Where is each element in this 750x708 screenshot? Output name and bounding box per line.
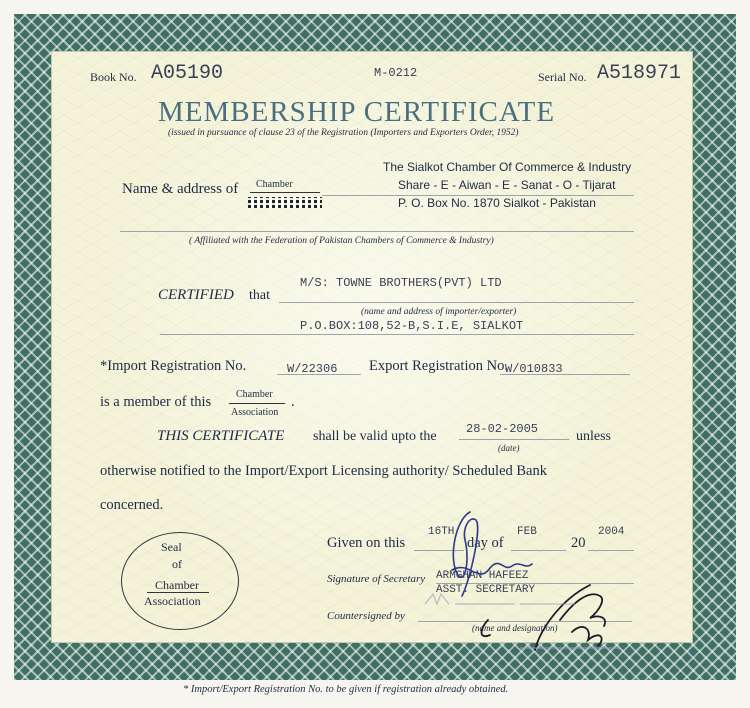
century-label: 20: [571, 535, 586, 551]
serial-label: Serial No.: [538, 70, 587, 84]
notice-line-1: otherwise notified to the Import/Export Licensing authority/ Scheduled Bank: [100, 463, 547, 479]
reference-code: M-0212: [374, 66, 418, 80]
book-label: Book No.: [90, 70, 137, 84]
day-of-label: day of: [467, 535, 504, 551]
member-period: .: [291, 394, 295, 410]
validity-unless: unless: [576, 429, 611, 444]
countersign-label: Countersigned by: [327, 610, 405, 622]
valid-until-date: 28-02-2005: [466, 422, 539, 436]
chamber-word: Chamber: [256, 179, 293, 190]
given-label: Given on this: [327, 535, 406, 551]
date-caption: (date): [498, 443, 520, 453]
name-address-label: Name & address of: [122, 181, 239, 197]
chamber-po-box: P. O. Box No. 1870 Sialkot - Pakistan: [398, 196, 596, 210]
export-registration-label: Export Registration No.: [369, 358, 508, 374]
export-registration-number: W/010833: [505, 362, 563, 376]
countersign-signature: [482, 585, 606, 650]
seal-chamber: Chamber: [155, 578, 199, 592]
book-number: A05190: [151, 62, 224, 85]
countersign-caption: (name and designation): [472, 623, 558, 633]
certified-that: that: [249, 288, 270, 303]
given-day: 16TH: [428, 526, 455, 538]
seal-text: Seal: [161, 540, 182, 554]
member-chamber: Chamber: [236, 389, 273, 400]
given-month: FEB: [517, 526, 537, 538]
import-registration-label: *Import Registration No.: [100, 358, 247, 374]
notice-line-2: concerned.: [100, 497, 164, 513]
signature-label: Signature of Secretary: [327, 573, 426, 585]
given-year: 2004: [598, 526, 625, 538]
secretary-signature: [452, 512, 532, 596]
faded-stamp: [425, 594, 620, 648]
secretary-name: ARMGHAN HAFEEZ: [436, 570, 529, 582]
certificate-title: MEMBERSHIP CERTIFICATE: [158, 96, 556, 128]
footnote: * Import/Export Registration No. to be given if registration already obtained.: [183, 684, 509, 695]
certified-label: CERTIFIED: [158, 287, 234, 303]
chamber-address-line: Share - E - Aiwan - E - Sanat - O - Tijarat: [398, 178, 616, 192]
company-name: M/S: TOWNE BROTHERS(PVT) LTD: [300, 276, 502, 290]
affiliation-note: ( Affiliated with the Federation of Pakistan Chambers of Commerce & Industry): [189, 236, 494, 246]
chamber-name: The Sialkot Chamber Of Commerce & Industry: [383, 160, 632, 174]
member-text: is a member of this: [100, 394, 212, 410]
serial-number: A518971: [597, 62, 682, 85]
validity-label: THIS CERTIFICATE: [157, 428, 285, 444]
certificate-subtitle: (issued in pursuance of clause 23 of the Registration (Importers and Exporters Order, 1952): [168, 128, 519, 138]
seal-association: Association: [144, 594, 201, 608]
validity-text: shall be valid upto the: [313, 429, 437, 444]
secretary-title: ASST. SECRETARY: [436, 584, 536, 596]
company-caption: (name and address of importer/exporter): [361, 307, 517, 317]
seal-of: of: [172, 557, 182, 571]
import-registration-number: W/22306: [287, 362, 338, 376]
company-address: P.O.BOX:108,52-B,S.I.E, SIALKOT: [300, 319, 524, 333]
member-association: Association: [231, 407, 279, 418]
